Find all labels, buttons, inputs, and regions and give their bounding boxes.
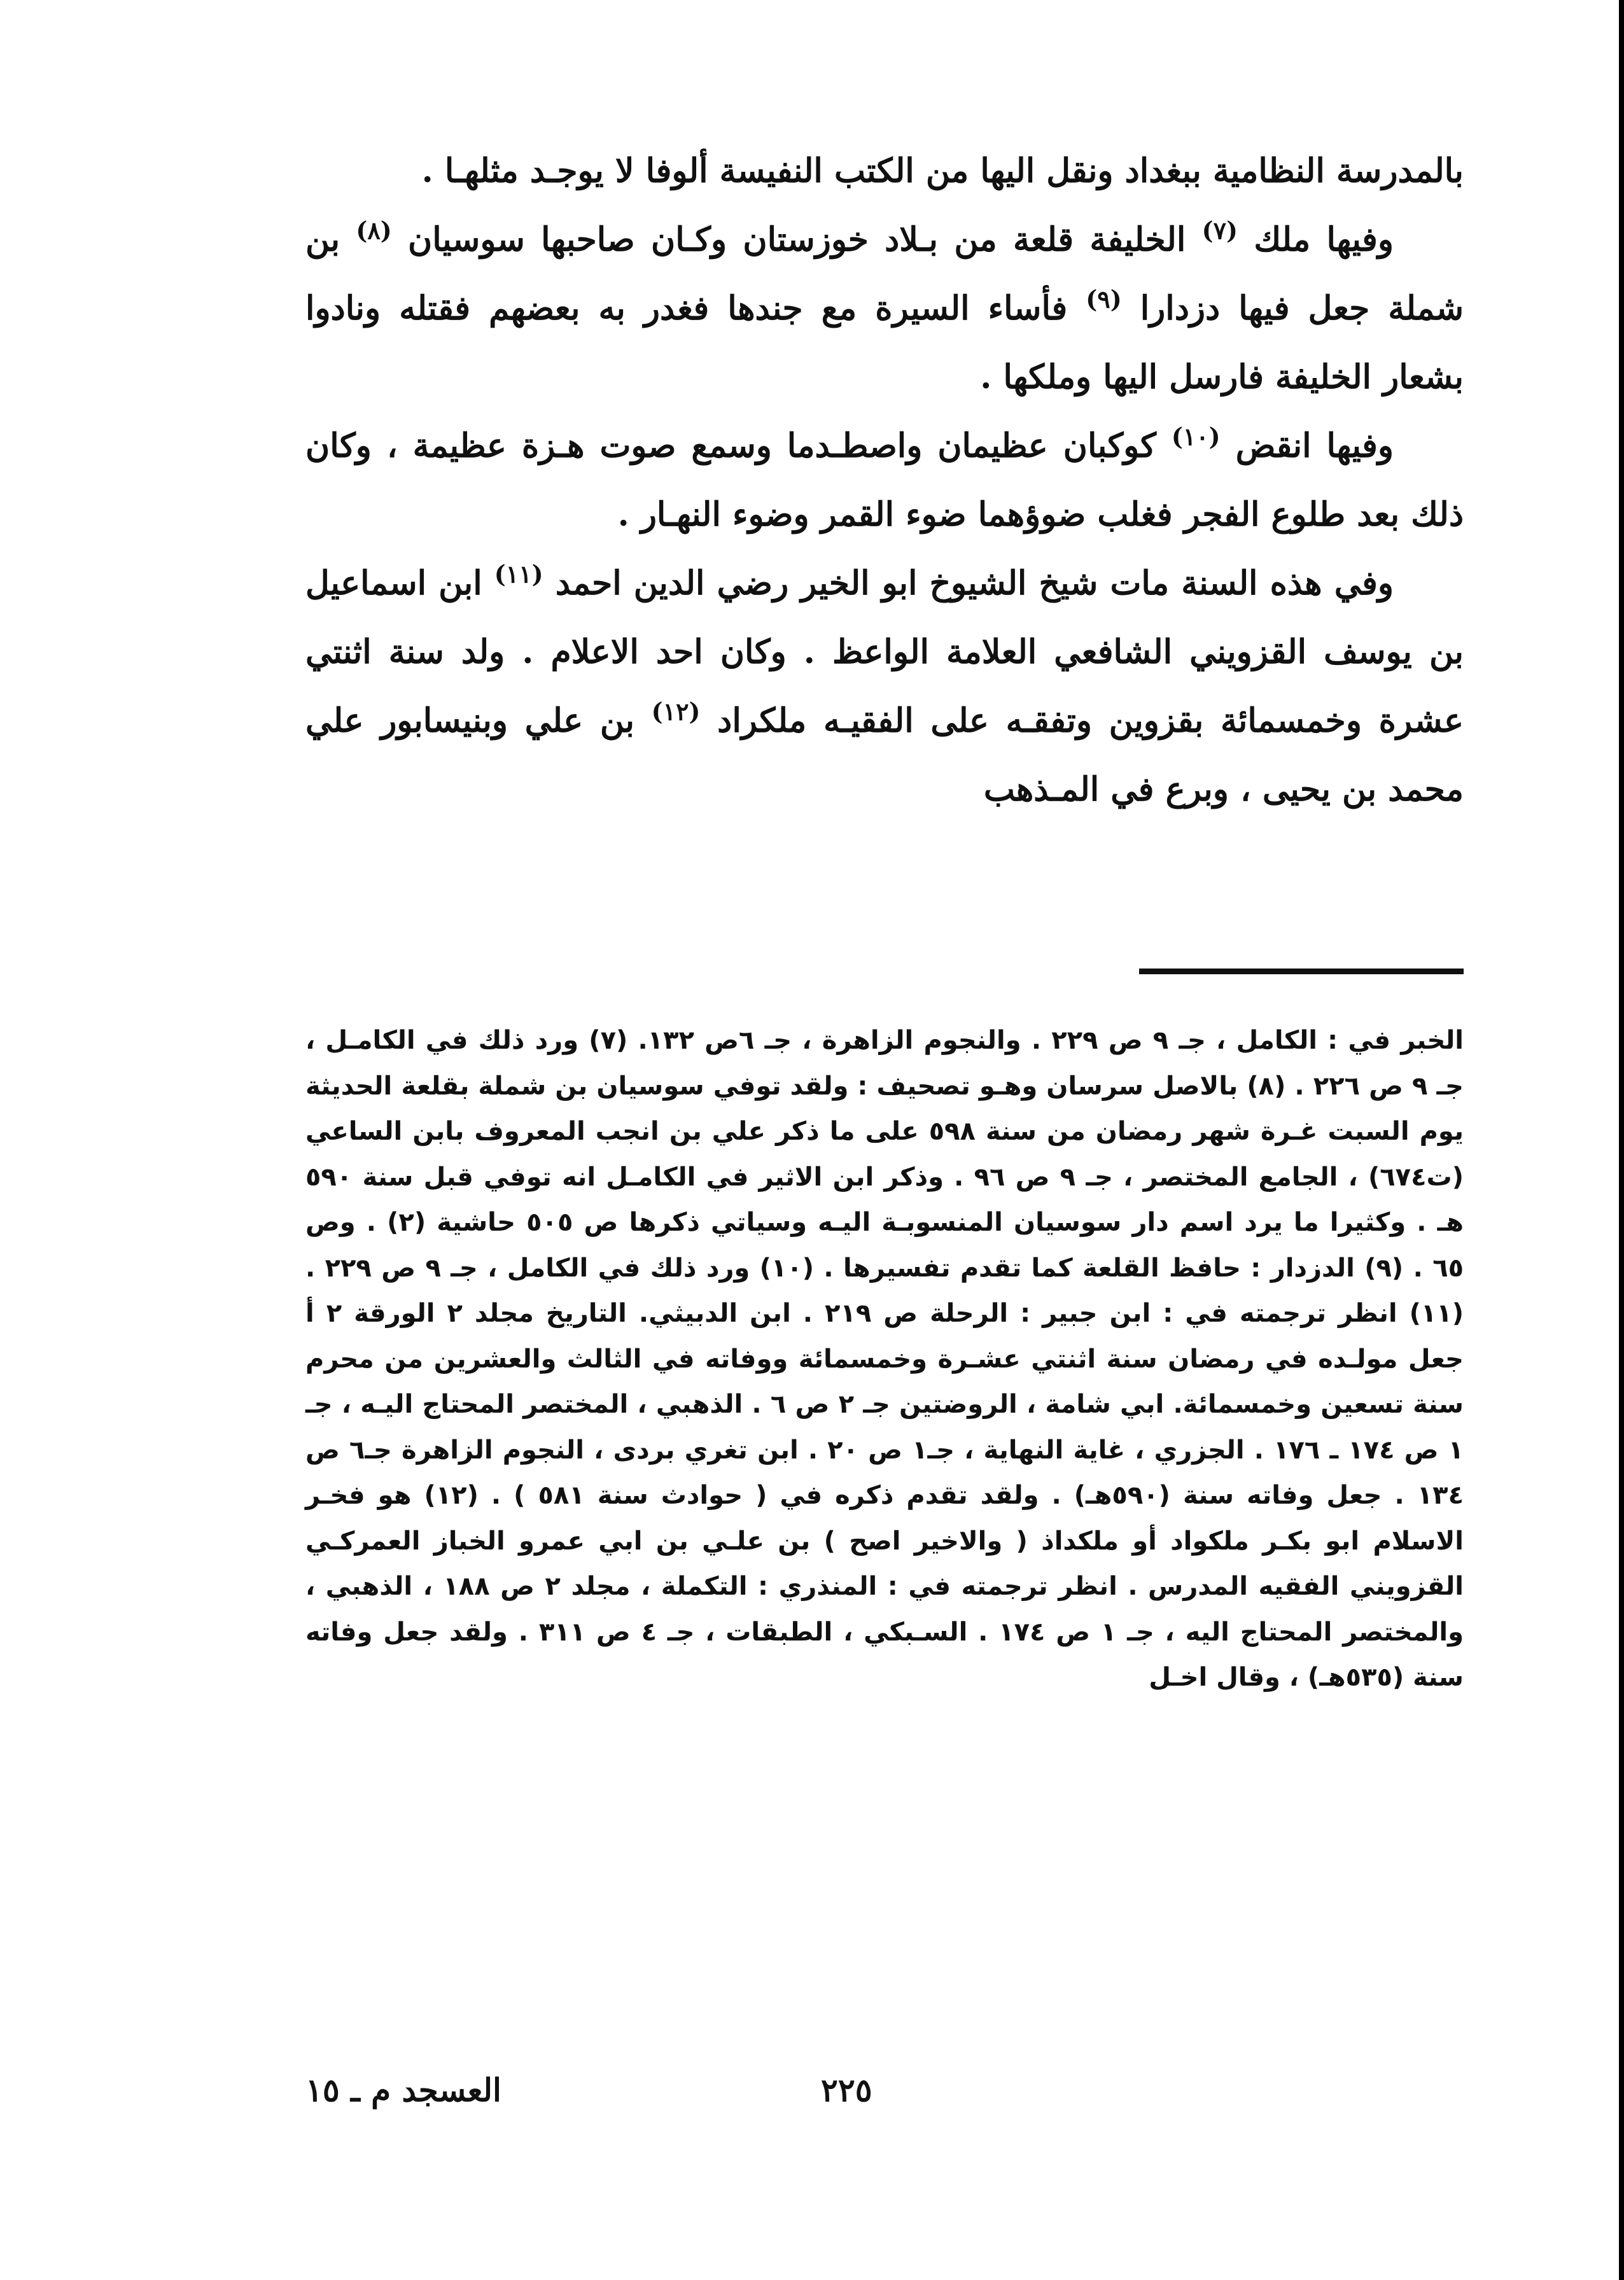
paragraph-3-text-a: وفيها انقض — [1235, 426, 1394, 465]
paragraph-2 — [305, 206, 1464, 412]
paragraph-2-text-a: وفيها ملك — [1254, 220, 1394, 259]
page-number: ٢٢٥ — [821, 2071, 872, 2109]
paragraph-1-text: بالمدرسة النظامية ببغداد ونقل اليها من الكتب النفيسة ألوفا لا يوجـد مثلهـا . — [421, 151, 1464, 190]
note-ref-10: (١٠) — [1171, 422, 1221, 451]
paragraph-4 — [305, 549, 1464, 824]
note-ref-8: (٨) — [356, 216, 392, 245]
signature-mark: العسجد م ـ ١٥ — [305, 2071, 501, 2109]
paragraph-3 — [305, 412, 1464, 549]
note-ref-9: (٩) — [1086, 284, 1122, 314]
footnotes — [305, 1018, 1464, 1701]
footnote-separator — [1139, 969, 1464, 974]
paragraph-4-text-c: بن علي وبنيسابور علي محمد بن يحيى ، وبرع في المـذهب — [305, 701, 1464, 809]
paragraph-2-text-c: بن شملة جعل فيها دزدارا — [305, 220, 1464, 328]
paragraph-4-text-a: وفي هذه السنة مات شيخ الشيوخ ابو الخير رضي الدين احمد — [555, 564, 1394, 603]
note-ref-11: (١١) — [494, 559, 543, 589]
paragraph-4-text-b: ابن اسماعيل بن يوسف القزويني الشافعي العلامة الواعظ . وكان احد الاعلام . ولد سنة اثنتي عشرة وخمسمائة بقزوين وتفقـه على الفقيـه ملكراد — [305, 564, 1464, 740]
note-ref-7: (٧) — [1201, 216, 1238, 245]
main-text — [305, 137, 1464, 824]
note-ref-12: (١٢) — [651, 697, 701, 726]
paragraph-2-text-b: الخليفة قلعة من بـلاد خوزستان وكـان صاحبها سوسيان — [408, 220, 1186, 259]
paragraph-1 — [305, 137, 1464, 206]
footnotes-text: الخبر في : الكامل ، جـ ٩ ص ٢٢٩ . والنجوم الزاهرة ، جـ ٦ص ١٣٢. (٧) ورد ذلك في الكامـل ، جـ ٩ ص ٢٢٦ . (٨) بالاصل سرسان وهـو تصحيف : ولقد توفي سوسيان بن شملة بقلعة الحديثة يوم السبت غـرة شهر رمضان من سنة ٥٩٨ على ما ذكر علي بن انجب المعروف بابن الساعي (ت٦٧٤) ، الجامع المختصر ، جـ ٩ ص ٩٦ . وذكر ابن الاثير في الكامـل انه توفي قبل سنة ٥٩٠ هـ . وكثيرا ما يرد اسم دار سوسيان المنسوبـة اليـه وسياتي ذكرها ص ٥٠٥ حاشية (٢) . وص ٦٥ . (٩) الدزدار : حافظ القلعة كما تقدم تفسيرها . (١٠) ورد ذلك في الكامل ، جـ ٩ ص ٢٢٩ . (١١) انظر ترجمته في : ابن جبير : الرحلة ص ٢١٩ . ابن الدبيثي. التاريخ مجلد ٢ الورقة ٢ أ جعل مولـده في رمضان سنة اثنتي عشـرة وخمسمائة ووفاته في الثالث والعشرين من محرم سنة تسعين وخمسمائة. ابي شامة ، الروضتين جـ ٢ ص ٦ . الذهبي ، المختصر المحتاج اليـه ، جـ ١ ص ١٧٤ ـ ١٧٦ . الجزري ، غاية النهاية ، جـ١ ص ٢٠ . ابن تغري بردى ، النجوم الزاهرة جـ٦ ص ١٣٤ . جعل وفاته سنة (٥٩٠هـ) . ولقد تقدم ذكره في ( حوادث سنة ٥٨١ ) . (١٢) هو فخـر الاسلام ابو بكـر ملكواد أو ملكداذ ( والاخير اصح ) بن علـي بن ابي عمرو الخباز العمركـي القزويني الفقيه المدرس . انظر ترجمته في : المنذري : التكملة ، مجلد ٢ ص ١٨٨ ، الذهبي ، والمختصر المحتاج اليه ، جـ ١ ص ١٧٤ . السـبكي ، الطبقات ، جـ ٤ ص ٣١١ . ولقد جعل وفاته سنة (٥٣٥هـ) ، وقال اخـل — [305, 1026, 1464, 1692]
paragraph-2-text-d: فأساء السيرة مع جندها فغدر به بعضهم فقتله ونادوا بشعار الخليفة فارسل اليها وملكها . — [305, 289, 1464, 396]
paragraph-3-text-b: كوكبان عظيمان واصطـدما وسمع صوت هـزة عظيمة ، وكان ذلك بعد طلوع الفجر فغلب ضوؤهما ضوء القمر وضوء النهـار . — [305, 426, 1464, 534]
page-footer — [0, 2071, 1624, 2129]
